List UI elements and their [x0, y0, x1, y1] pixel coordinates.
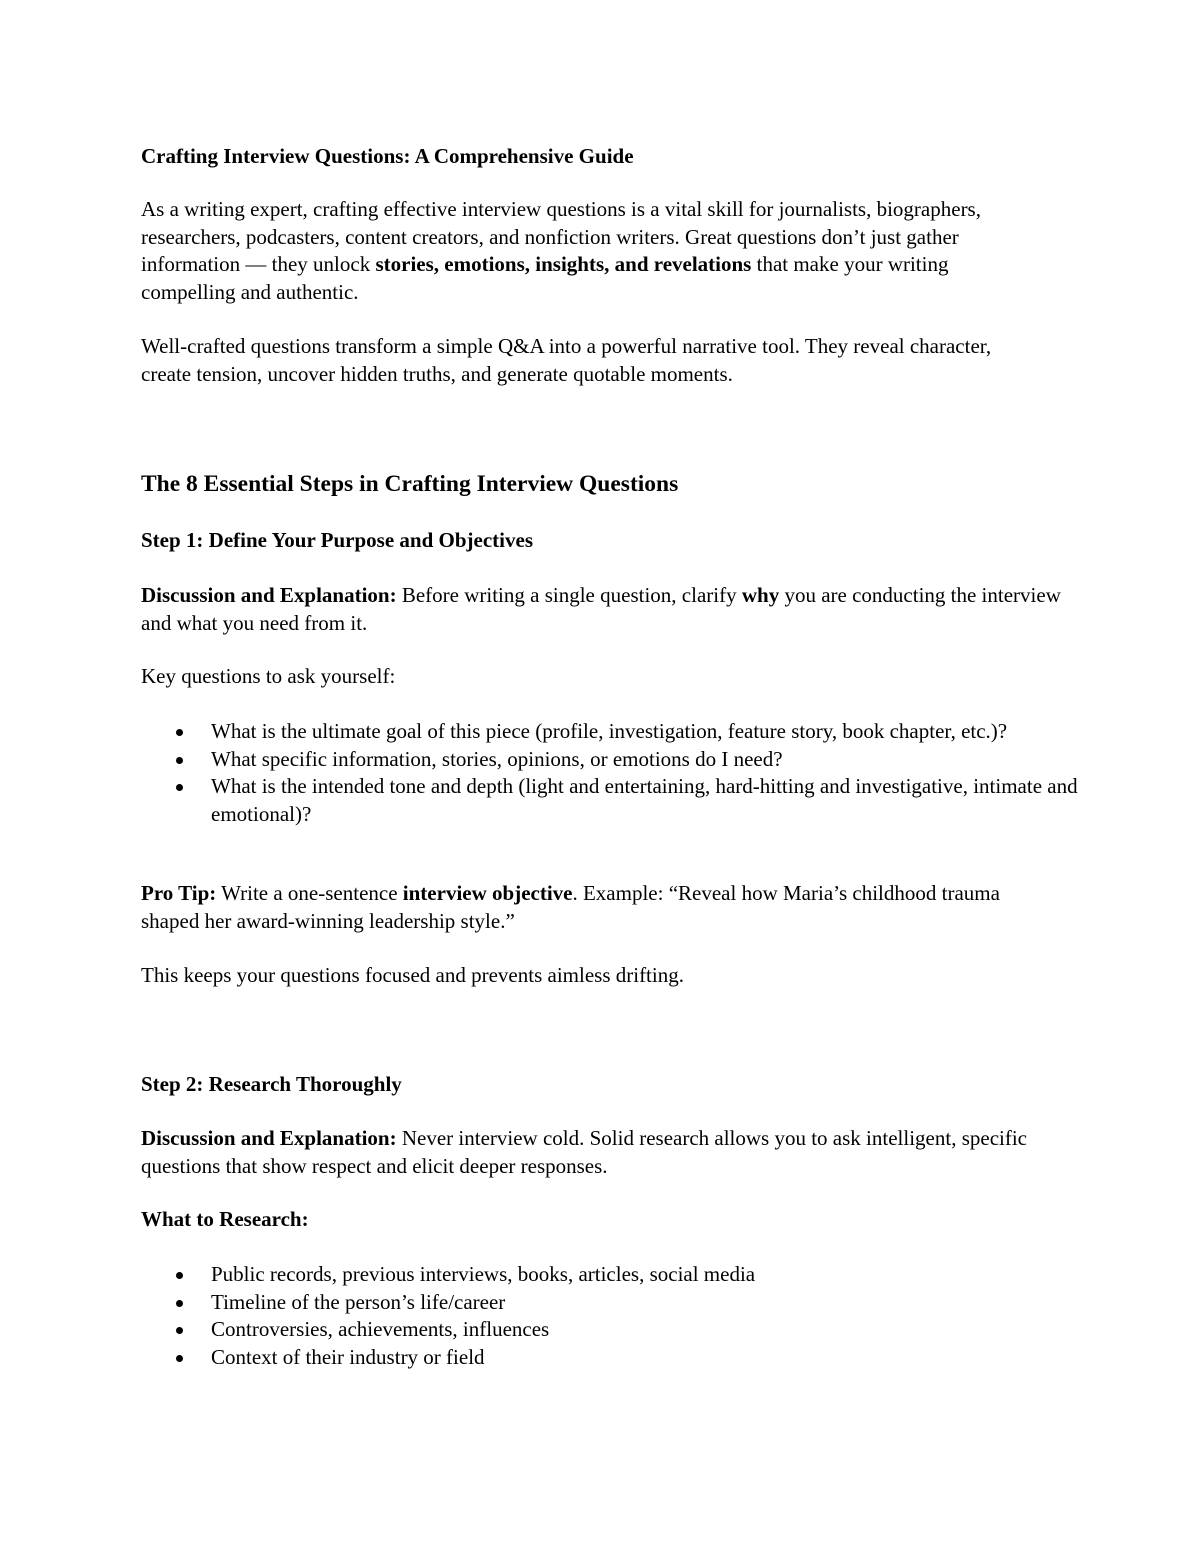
section-heading: The 8 Essential Steps in Crafting Interview Questions — [141, 471, 679, 497]
step1-closing: This keeps your questions focused and prevents aimless drifting. — [141, 963, 684, 987]
list-item — [141, 1316, 1081, 1344]
intro-paragraph-2: Well-crafted questions transform a simple Q&A into a powerful narrative tool. They reveal character, create tension, uncover hidden truths, and generate quotable moments. — [141, 334, 992, 386]
bullet-icon — [176, 757, 183, 764]
step1-discussion-text-a: Before writing a single question, clarify — [396, 583, 742, 607]
list-item-text: Context of their industry or field — [211, 1344, 485, 1369]
list-item-text: Public records, previous interviews, books, articles, social media — [211, 1262, 756, 1286]
bullet-icon — [176, 1355, 183, 1362]
pro-tip-text-b: . Example: “Reveal how Maria’s childhood trauma shaped her award-winning leadership style.” — [141, 881, 1000, 933]
step1-key-intro: Key questions to ask yourself: — [141, 664, 396, 688]
bullet-icon — [176, 1327, 183, 1334]
step1-discussion-emphasis: why — [741, 583, 780, 607]
intro-text-a: As a writing expert, crafting effective interview questions is a vital skill for journalists, biographers, researchers, podcasters, content creators, and nonfiction writers. Great questions don’t just gather information — they unlock — [141, 197, 981, 276]
step2-discussion-text: Never interview cold. Solid research allows you to ask intelligent, specific questions that show respect and elicit deeper responses. — [141, 1126, 1027, 1178]
step1-heading: Step 1: Define Your Purpose and Objectives — [141, 528, 533, 552]
pro-tip-emphasis: interview objective — [402, 881, 573, 905]
list-item — [141, 1289, 1081, 1317]
list-item-text: What specific information, stories, opinions, or emotions do I need? — [211, 746, 783, 771]
pro-tip-label: Pro Tip: — [141, 881, 217, 905]
list-item-text: Timeline of the person’s life/career — [211, 1289, 506, 1314]
step1-bullet-list — [141, 718, 1081, 828]
step2-bullet-list — [141, 1261, 1081, 1371]
bullet-icon — [176, 1272, 183, 1279]
intro-paragraph-1 — [141, 196, 1041, 306]
list-item — [141, 1344, 1081, 1372]
step2-discussion-label: Discussion and Explanation: — [141, 1126, 397, 1150]
step1-discussion — [141, 582, 1061, 637]
bullet-icon — [176, 784, 183, 791]
list-item — [141, 1261, 1081, 1289]
list-item-text: What is the intended tone and depth (light and entertaining, hard-hitting and investigative, intimate and emotional)? — [211, 774, 1078, 826]
intro-emphasis: stories, emotions, insights, and revelations — [375, 252, 752, 276]
intro-text-b: that make your writing compelling and authentic. — [141, 252, 949, 304]
bullet-icon — [176, 729, 183, 736]
step2-discussion — [141, 1125, 1071, 1180]
pro-tip-text-a: Write a one-sentence — [216, 881, 403, 905]
list-item — [141, 746, 1081, 774]
step1-discussion-label: Discussion and Explanation: — [141, 583, 397, 607]
step1-discussion-text-b: you are conducting the interview and what you need from it. — [141, 583, 1061, 635]
list-item — [141, 718, 1081, 746]
step2-research-label: What to Research: — [141, 1207, 309, 1231]
bullet-icon — [176, 1300, 183, 1307]
document-title: Crafting Interview Questions: A Comprehensive Guide — [141, 144, 634, 168]
list-item-text: Controversies, achievements, influences — [211, 1317, 550, 1341]
step1-pro-tip — [141, 880, 1051, 935]
step2-heading: Step 2: Research Thoroughly — [141, 1072, 402, 1096]
list-item-text: What is the ultimate goal of this piece (profile, investigation, feature story, book chapter, etc.)? — [211, 719, 1008, 743]
list-item — [141, 773, 1081, 828]
